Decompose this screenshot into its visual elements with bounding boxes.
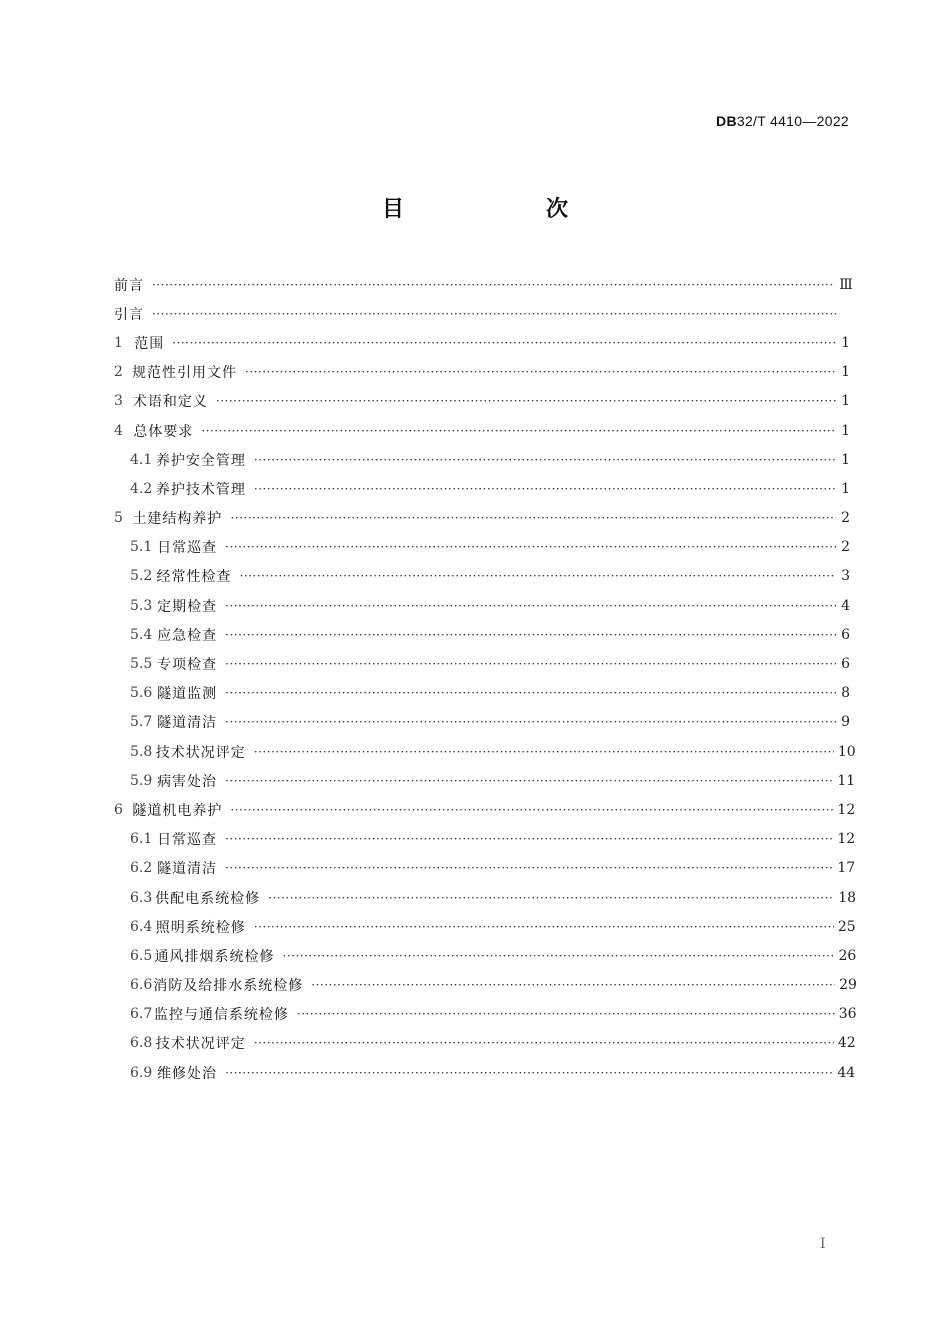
toc-entry[interactable] bbox=[114, 504, 850, 533]
toc-entry-number: 6.8 bbox=[130, 1035, 153, 1052]
toc-entry-label: 监控与通信系统检修 bbox=[153, 1007, 289, 1024]
toc-dot-leader bbox=[311, 978, 835, 992]
toc-dot-leader bbox=[225, 540, 836, 554]
toc-entry-number: 2 bbox=[114, 364, 123, 381]
toc-entry-label: 供配电系统检修 bbox=[155, 890, 261, 907]
toc-entry-number: 5.3 bbox=[130, 597, 153, 614]
toc-entry-page: 1 bbox=[841, 480, 850, 497]
toc-entry-label: 技术状况评定 bbox=[155, 744, 246, 761]
toc-entry-number: 3 bbox=[114, 393, 123, 410]
table-of-contents bbox=[114, 270, 857, 1087]
toc-entry[interactable] bbox=[114, 825, 856, 854]
toc-entry-page: 3 bbox=[841, 568, 850, 585]
toc-entry-number: 4.2 bbox=[130, 480, 153, 497]
toc-entry-number: 5 bbox=[114, 510, 123, 527]
toc-dot-leader bbox=[254, 482, 836, 496]
toc-dot-leader bbox=[225, 686, 836, 700]
toc-dot-leader bbox=[225, 599, 836, 613]
toc-dot-leader bbox=[230, 511, 836, 525]
toc-entry[interactable] bbox=[114, 679, 850, 708]
toc-dot-leader bbox=[225, 628, 836, 642]
toc-entry-page: 4 bbox=[841, 597, 850, 614]
toc-entry-label: 病害处治 bbox=[157, 773, 218, 790]
toc-entry[interactable] bbox=[114, 766, 856, 795]
toc-entry-page: 2 bbox=[841, 539, 850, 556]
toc-entry-number: 6.2 bbox=[130, 860, 153, 877]
toc-dot-leader bbox=[254, 453, 836, 467]
toc-dot-leader bbox=[216, 394, 836, 408]
toc-entry-number: 6.7 bbox=[130, 1006, 153, 1023]
toc-entry-number: 6.6 bbox=[130, 977, 153, 994]
toc-entry[interactable] bbox=[114, 941, 857, 970]
toc-entry-number: 4.1 bbox=[130, 451, 153, 468]
toc-entry[interactable] bbox=[114, 387, 850, 416]
toc-dot-leader bbox=[240, 569, 836, 583]
toc-dot-leader bbox=[225, 657, 836, 671]
toc-entry[interactable] bbox=[114, 416, 850, 445]
toc-entry-label: 消防及给排水系统检修 bbox=[153, 978, 304, 995]
toc-entry-label: 引言 bbox=[114, 306, 144, 323]
toc-entry-page: 9 bbox=[841, 714, 850, 731]
toc-entry[interactable] bbox=[114, 1029, 856, 1058]
document-code-prefix: DB bbox=[716, 113, 737, 129]
toc-entry-page: 42 bbox=[837, 1035, 856, 1052]
toc-entry-page: 26 bbox=[838, 947, 857, 964]
toc-entry-page: 11 bbox=[837, 772, 856, 789]
toc-entry-number: 6.3 bbox=[130, 889, 153, 906]
toc-entry-number: 5.4 bbox=[130, 626, 153, 643]
toc-entry-label: 前言 bbox=[114, 277, 144, 294]
toc-dot-leader bbox=[152, 278, 835, 292]
toc-entry-page: 12 bbox=[837, 801, 856, 818]
toc-dot-leader bbox=[297, 1007, 835, 1021]
toc-entry-page: 25 bbox=[837, 918, 856, 935]
toc-entry-label: 术语和定义 bbox=[132, 394, 208, 411]
toc-entry[interactable] bbox=[114, 971, 857, 1000]
toc-dot-leader bbox=[283, 949, 835, 963]
toc-entry-label: 维修处治 bbox=[157, 1065, 218, 1082]
toc-entry[interactable] bbox=[114, 533, 850, 562]
toc-entry-number: 5.8 bbox=[130, 743, 153, 760]
toc-dot-leader bbox=[225, 861, 833, 875]
toc-entry-number: 5.5 bbox=[130, 656, 153, 673]
toc-dot-leader bbox=[230, 803, 833, 817]
toc-dot-leader bbox=[254, 1036, 834, 1050]
toc-entry[interactable] bbox=[114, 1000, 857, 1029]
toc-entry[interactable] bbox=[114, 1058, 856, 1087]
toc-dot-leader bbox=[254, 745, 834, 759]
document-code-number: 32/T 4410—2022 bbox=[736, 113, 849, 129]
toc-entry-number: 6.9 bbox=[130, 1064, 153, 1081]
toc-entry[interactable] bbox=[114, 708, 850, 737]
toc-entry[interactable] bbox=[114, 474, 850, 503]
toc-entry-page: 6 bbox=[841, 626, 850, 643]
toc-dot-leader bbox=[225, 1066, 833, 1080]
toc-entry-page: 2 bbox=[841, 510, 850, 527]
toc-entry-label: 技术状况评定 bbox=[155, 1036, 246, 1053]
toc-entry-page: 6 bbox=[841, 656, 850, 673]
toc-entry-label: 日常巡查 bbox=[157, 540, 218, 557]
toc-entry[interactable] bbox=[114, 912, 856, 941]
toc-entry-label: 应急检查 bbox=[157, 627, 218, 644]
toc-entry[interactable] bbox=[114, 620, 850, 649]
toc-entry-label: 总体要求 bbox=[133, 423, 194, 440]
toc-entry-page: 10 bbox=[837, 743, 856, 760]
toc-entry-label: 通风排烟系统检修 bbox=[154, 948, 275, 965]
footer-page-number: I bbox=[820, 1236, 826, 1252]
toc-entry-label: 范围 bbox=[134, 335, 165, 352]
toc-entry-label: 隧道监测 bbox=[157, 686, 218, 703]
toc-entry[interactable] bbox=[114, 591, 850, 620]
toc-entry-page: 1 bbox=[841, 422, 850, 439]
toc-entry-number: 5.1 bbox=[130, 539, 153, 556]
toc-entry[interactable] bbox=[114, 358, 850, 387]
toc-dot-leader bbox=[172, 336, 836, 350]
toc-entry-page: 1 bbox=[841, 334, 850, 351]
toc-entry[interactable] bbox=[114, 270, 853, 299]
toc-entry-label: 隧道清洁 bbox=[157, 715, 218, 732]
document-code bbox=[716, 113, 849, 129]
toc-entry-number: 5.9 bbox=[130, 772, 153, 789]
toc-entry[interactable] bbox=[114, 445, 850, 474]
toc-dot-leader bbox=[225, 832, 833, 846]
toc-entry[interactable] bbox=[114, 299, 850, 328]
toc-entry-number: 6.5 bbox=[130, 947, 153, 964]
toc-entry-label: 隧道清洁 bbox=[157, 861, 218, 878]
toc-dot-leader bbox=[225, 774, 833, 788]
toc-entry-page: 29 bbox=[839, 977, 857, 994]
toc-dot-leader bbox=[225, 715, 836, 729]
toc-entry-number: 4 bbox=[114, 422, 123, 439]
toc-entry-label: 经常性检查 bbox=[156, 569, 232, 586]
toc-entry-label: 定期检查 bbox=[157, 598, 218, 615]
toc-entry-page: 1 bbox=[841, 451, 850, 468]
toc-entry-number: 5.6 bbox=[130, 685, 153, 702]
toc-entry-page: 8 bbox=[841, 685, 850, 702]
toc-entry-label: 日常巡查 bbox=[157, 832, 218, 849]
toc-dot-leader bbox=[268, 891, 834, 905]
toc-entry-label: 隧道机电养护 bbox=[132, 802, 223, 819]
toc-entry-number: 6 bbox=[114, 801, 123, 818]
toc-dot-leader bbox=[152, 307, 836, 321]
toc-entry-label: 土建结构养护 bbox=[132, 511, 223, 528]
toc-entry-number: 1 bbox=[114, 334, 123, 351]
toc-entry-number: 6.4 bbox=[130, 918, 153, 935]
toc-entry-page: 12 bbox=[837, 831, 856, 848]
toc-dot-leader bbox=[201, 424, 836, 438]
toc-entry-page: 1 bbox=[841, 393, 850, 410]
toc-entry-label: 专项检查 bbox=[157, 657, 218, 674]
toc-entry[interactable] bbox=[114, 854, 856, 883]
toc-entry-label: 养护技术管理 bbox=[155, 481, 246, 498]
toc-entry-label: 养护安全管理 bbox=[155, 452, 246, 469]
toc-entry[interactable] bbox=[114, 562, 850, 591]
toc-entry-number: 5.2 bbox=[130, 568, 153, 585]
toc-entry-label: 照明系统检修 bbox=[155, 919, 246, 936]
toc-entry-page: 1 bbox=[841, 364, 850, 381]
toc-entry[interactable] bbox=[114, 883, 857, 912]
toc-entry[interactable] bbox=[114, 737, 856, 766]
toc-entry-label: 规范性引用文件 bbox=[131, 365, 237, 382]
toc-entry-number: 6.1 bbox=[130, 831, 153, 848]
toc-entry[interactable] bbox=[114, 795, 856, 824]
toc-entry-page: Ⅲ bbox=[839, 276, 853, 293]
toc-entry-page: 44 bbox=[837, 1064, 856, 1081]
page-title: 目 次 bbox=[381, 197, 628, 222]
toc-entry-number: 5.7 bbox=[130, 714, 153, 731]
toc-entry-page: 18 bbox=[838, 889, 857, 906]
toc-dot-leader bbox=[254, 920, 834, 934]
toc-entry[interactable] bbox=[114, 328, 850, 357]
toc-dot-leader bbox=[245, 365, 836, 379]
toc-entry[interactable] bbox=[114, 649, 850, 678]
toc-entry-page: 36 bbox=[838, 1006, 857, 1023]
toc-entry-page: 17 bbox=[837, 860, 856, 877]
